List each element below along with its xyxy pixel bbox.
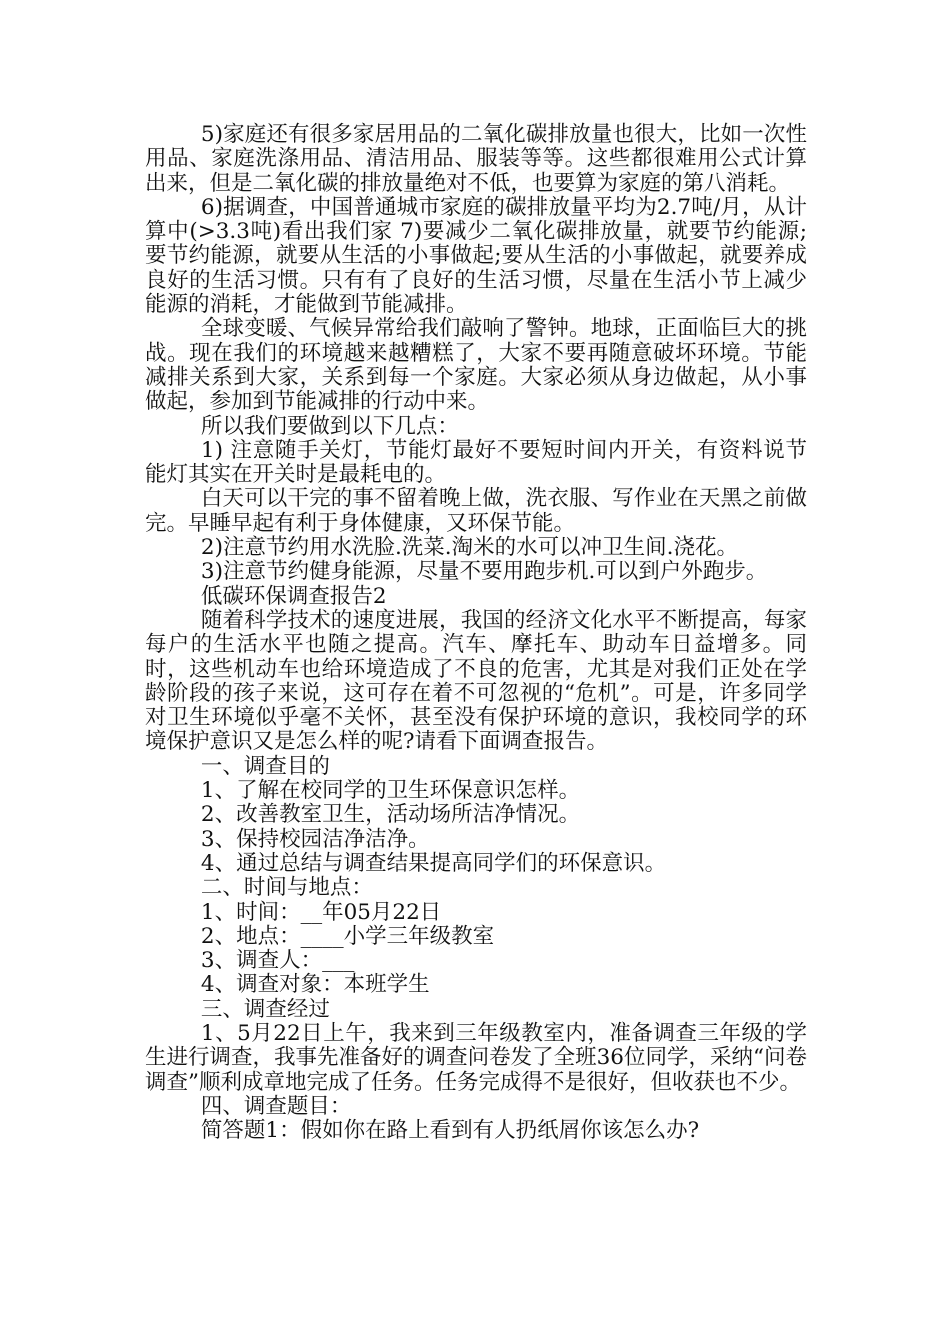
paragraph-report-intro: 随着科学技术的速度进展，我国的经济文化水平不断提高，每家每户的生活水平也随之提高。汽车、摩托车、助动车日益增多。同时，这些机动车也给环境造成了不良的危害，尤其是对我们正处在学龄阶段的孩子来说，这可存在着不可忽视的“危机”。可是，许多同学对卫生环境似乎毫不关怀，甚至没有保护环境的意识，我校同学的环境保护意识又是怎么样的呢?请看下面调查报告。 bbox=[145, 607, 807, 755]
paragraph-point-1: 1) 注意随手关灯，节能灯最好不要短时间内开关，有资料说节能灯其实在开关时是最耗电的。 bbox=[145, 437, 807, 488]
report-2-title: 低碳环保调查报告2 bbox=[200, 583, 387, 609]
document-body bbox=[145, 123, 807, 1143]
paragraph-point-2: 2)注意节约用水洗脸.洗菜.淘米的水可以冲卫生间.浇花。 bbox=[200, 535, 738, 561]
paragraph-point-3: 3)注意节约健身能源，尽量不要用跑步机.可以到户外跑步。 bbox=[200, 559, 768, 585]
paragraph-item-6: 6)据调查，中国普通城市家庭的碳排放量平均为2.7吨/月，从计算中(>3.3吨)看出我们家 7)要减少二氧化碳排放量，就要节约能源;要节约能源，就要从生活的小事做起;要从生活的小事做起，就要养成良好的生活习惯。只有有了良好的生活习惯，尽量在生活小节上减少能源的消耗，才能做到节能减排。 bbox=[145, 194, 807, 318]
purpose-item-2: 2、改善教室卫生，活动场所洁净情况。 bbox=[200, 802, 581, 828]
paragraph-points-intro: 所以我们要做到以下几点： bbox=[200, 413, 459, 439]
paragraph-item-5: 5)家庭还有很多家居用品的二氧化碳排放量也很大，比如一次性用品、家庭洗涤用品、清洁用品、服装等等。这些都很难用公式计算出来，但是二氧化碳的排放量绝对不低，也要算为家庭的第八消耗。 bbox=[145, 122, 807, 196]
section-heading-time-place: 二、时间与地点： bbox=[200, 875, 373, 901]
time-place-item-4: 4、调查对象：本班学生 bbox=[200, 972, 430, 998]
section-heading-purpose: 一、调查目的 bbox=[200, 753, 330, 779]
time-place-item-2: 2、地点：____小学三年级教室 bbox=[200, 923, 495, 949]
question-1: 简答题1：假如你在路上看到有人扔纸屑你该怎么办? bbox=[200, 1118, 700, 1144]
purpose-item-4: 4、通过总结与调查结果提高同学们的环保意识。 bbox=[200, 850, 667, 876]
purpose-item-1: 1、了解在校同学的卫生环保意识怎样。 bbox=[200, 778, 581, 804]
time-place-item-1: 1、时间：__年05月22日 bbox=[200, 899, 442, 925]
paragraph-daytime: 白天可以干完的事不留着晚上做，洗衣服、写作业在天黑之前做完。早睡早起有利于身体健康，又环保节能。 bbox=[145, 486, 807, 536]
purpose-item-3: 3、保持校园洁净洁净。 bbox=[200, 826, 430, 852]
time-place-item-3: 3、调查人：___ bbox=[200, 948, 355, 974]
process-item-1: 1、5月22日上午，我来到三年级教室内，准备调查三年级的学生进行调查，我事先准备好的调查问卷发了全班36位同学，采纳“问卷调查”顺利成章地完成了任务。任务完成得不是很好，但收获也不少。 bbox=[145, 1020, 807, 1095]
section-heading-questions: 四、调查题目： bbox=[200, 1093, 352, 1119]
section-heading-process: 三、调查经过 bbox=[200, 996, 330, 1022]
paragraph-climate: 全球变暖、气候异常给我们敲响了警钟。地球，正面临巨大的挑战。现在我们的环境越来越糟糕了，大家不要再随意破坏环境。节能减排关系到大家，关系到每一个家庭。大家必须从身边做起，从小事做起，参加到节能减排的行动中来。 bbox=[145, 316, 807, 415]
